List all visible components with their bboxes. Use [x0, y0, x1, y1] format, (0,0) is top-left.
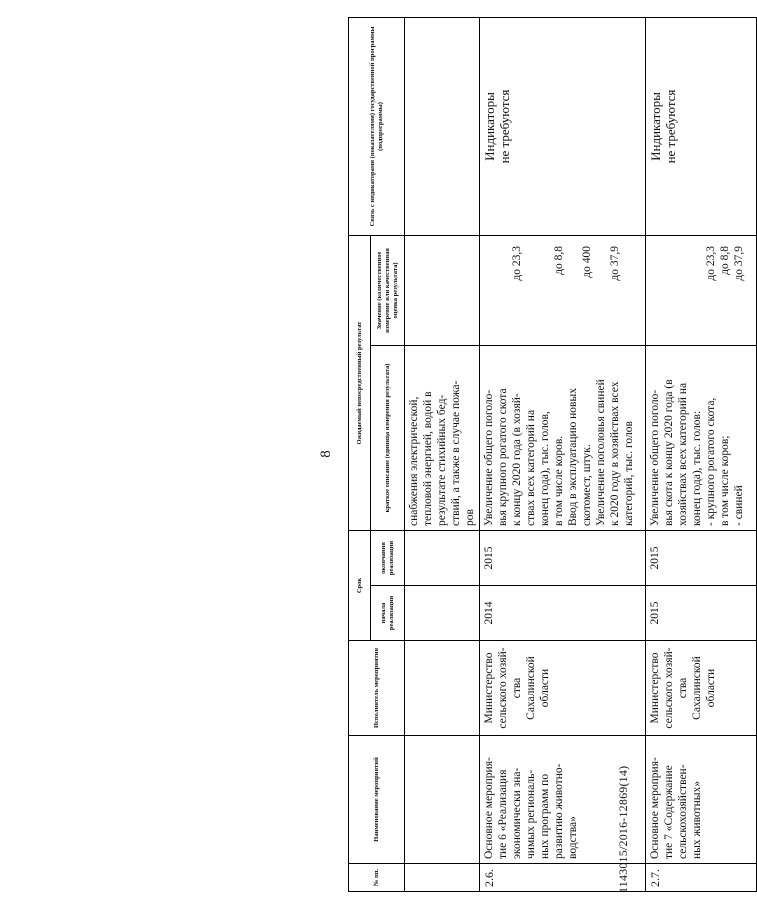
header-end: окончания реализации	[371, 531, 405, 586]
end-year: 2015	[646, 531, 757, 586]
result-values: до 23,3 до 8,8 до 400 до 37,9	[480, 236, 646, 346]
header-expected: Ожидаемый непосредственный результат	[349, 236, 371, 531]
table-row-continuation	[405, 18, 480, 892]
end-year: 2015	[480, 531, 646, 586]
indicators-link: Индикаторы не требуются	[646, 18, 757, 236]
document-code: 1143015/2016-12869(14)	[616, 765, 630, 893]
start-year: 2015	[646, 586, 757, 641]
measure-name: Основное мероприя- тие 6 «Реализация экономически зна- чимых региональ- ных программ по развитию животно- водства»	[480, 736, 646, 864]
start-year: 2014	[480, 586, 646, 641]
result-description: Увеличение общего поголо- вья скота к концу 2020 года (в хозяйствах всех категорий на конец года), тыс. голов: - крупного рогатого скота, в том числе коров; - свиней	[646, 346, 757, 531]
executor: Министерство сельского хозяй- ства Сахалинской области	[480, 641, 646, 736]
measure-name: Основное мероприя- тие 7 «Содержание сельскохозяйствен- ных животных»	[646, 736, 757, 864]
result-values: до 23,3 до 8,8 до 37,9	[646, 236, 757, 346]
header-num: № пп.	[349, 864, 405, 892]
table-row-2-6	[480, 18, 646, 892]
indicators-link: Индикаторы не требуются	[480, 18, 646, 236]
row-number: 2.7.	[646, 864, 757, 892]
page-number: 8	[318, 450, 334, 458]
table-row-2-7	[646, 18, 757, 892]
row-number: 2.6.	[480, 864, 646, 892]
header-value: Значение (количественное измерение или качественная оценка результата)	[371, 236, 405, 346]
result-description: Увеличение общего поголо- вья крупного рогатого скота к концу 2020 года (в хозяй- ствах всех категорий на конец года), тыс. голов, в том числе коров. Ввод в эксплуатацию новых скотомест, штук. Увеличение поголовья свиней к 2020 году в хозяйствах всех категорий, тыс. голов	[480, 346, 646, 531]
header-link: Связь с индикаторами (показателями) государственной программы (подпрограммы)	[349, 18, 405, 236]
header-short-desc: краткое описание (единица измерения результата)	[371, 346, 405, 531]
header-row-1	[349, 18, 371, 892]
measures-table	[348, 17, 757, 892]
executor: Министерство сельского хозяй- ства Сахалинской области	[646, 641, 757, 736]
continuation-desc: снабжения электрической, тепловой энергией, водой в результате стихийных бед- ствий, а также в случае пожа- ров	[405, 346, 480, 531]
header-start: начала реализации	[371, 586, 405, 641]
header-term: Срок	[349, 531, 371, 641]
header-name: Наименование мероприятий	[349, 736, 405, 864]
header-executor: Исполнитель мероприятия	[349, 641, 405, 736]
